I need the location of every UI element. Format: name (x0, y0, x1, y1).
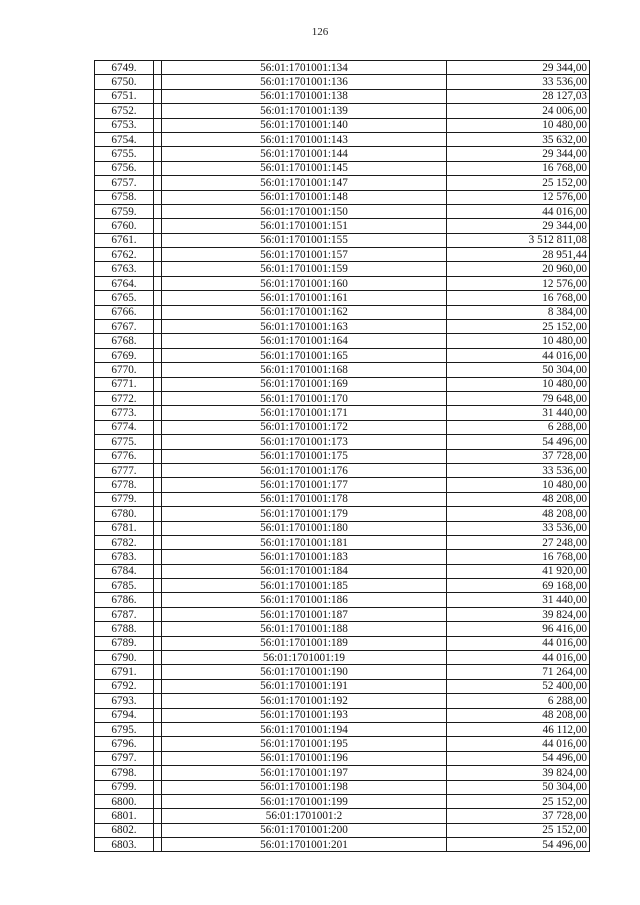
spacer-cell (154, 89, 162, 103)
cadastral-value-cell: 29 344,00 (447, 147, 590, 161)
table-row (95, 132, 590, 146)
row-number-cell: 6759. (95, 204, 154, 218)
row-number-cell: 6774. (95, 420, 154, 434)
row-number-cell: 6786. (95, 593, 154, 607)
row-number-cell: 6793. (95, 694, 154, 708)
spacer-cell (154, 233, 162, 247)
row-number-cell: 6800. (95, 794, 154, 808)
table-row (95, 320, 590, 334)
table-row (95, 838, 590, 852)
cadastral-number-cell: 56:01:1701001:175 (162, 449, 447, 463)
cadastral-number-cell: 56:01:1701001:159 (162, 262, 447, 276)
spacer-cell (154, 751, 162, 765)
cadastral-value-cell: 28 127,03 (447, 89, 590, 103)
spacer-cell (154, 478, 162, 492)
row-number-cell: 6754. (95, 132, 154, 146)
row-number-cell: 6768. (95, 334, 154, 348)
cadastral-value-cell: 96 416,00 (447, 622, 590, 636)
row-number-cell: 6792. (95, 679, 154, 693)
cadastral-value-table (94, 60, 590, 852)
cadastral-value-cell: 12 576,00 (447, 276, 590, 290)
row-number-cell: 6750. (95, 75, 154, 89)
row-number-cell: 6751. (95, 89, 154, 103)
row-number-cell: 6789. (95, 636, 154, 650)
table-row (95, 75, 590, 89)
table-row (95, 118, 590, 132)
cadastral-number-cell: 56:01:1701001:187 (162, 607, 447, 621)
cadastral-value-cell: 16 768,00 (447, 161, 590, 175)
cadastral-number-cell: 56:01:1701001:195 (162, 737, 447, 751)
spacer-cell (154, 651, 162, 665)
cadastral-number-cell: 56:01:1701001:164 (162, 334, 447, 348)
row-number-cell: 6763. (95, 262, 154, 276)
cadastral-number-cell: 56:01:1701001:155 (162, 233, 447, 247)
table-row (95, 478, 590, 492)
row-number-cell: 6752. (95, 104, 154, 118)
cadastral-value-cell: 29 344,00 (447, 219, 590, 233)
cadastral-value-cell: 37 728,00 (447, 449, 590, 463)
cadastral-number-cell: 56:01:1701001:180 (162, 521, 447, 535)
row-number-cell: 6761. (95, 233, 154, 247)
cadastral-value-cell: 20 960,00 (447, 262, 590, 276)
cadastral-number-cell: 56:01:1701001:165 (162, 348, 447, 362)
spacer-cell (154, 363, 162, 377)
table-row (95, 420, 590, 434)
table-body (95, 61, 590, 852)
table-row (95, 535, 590, 549)
spacer-cell (154, 607, 162, 621)
spacer-cell (154, 622, 162, 636)
spacer-cell (154, 377, 162, 391)
spacer-cell (154, 334, 162, 348)
cadastral-number-cell: 56:01:1701001:189 (162, 636, 447, 650)
table-row (95, 607, 590, 621)
cadastral-value-cell: 46 112,00 (447, 722, 590, 736)
cadastral-value-cell: 44 016,00 (447, 636, 590, 650)
row-number-cell: 6782. (95, 535, 154, 549)
cadastral-value-cell: 25 152,00 (447, 823, 590, 837)
cadastral-value-cell: 31 440,00 (447, 406, 590, 420)
spacer-cell (154, 420, 162, 434)
table-row (95, 334, 590, 348)
cadastral-number-cell: 56:01:1701001:198 (162, 780, 447, 794)
table-row (95, 262, 590, 276)
table-row (95, 737, 590, 751)
cadastral-number-cell: 56:01:1701001:183 (162, 550, 447, 564)
cadastral-number-cell: 56:01:1701001:186 (162, 593, 447, 607)
row-number-cell: 6757. (95, 176, 154, 190)
cadastral-value-cell: 41 920,00 (447, 564, 590, 578)
cadastral-number-cell: 56:01:1701001:169 (162, 377, 447, 391)
spacer-cell (154, 132, 162, 146)
row-number-cell: 6772. (95, 391, 154, 405)
spacer-cell (154, 262, 162, 276)
cadastral-value-cell: 50 304,00 (447, 780, 590, 794)
cadastral-value-cell: 48 208,00 (447, 492, 590, 506)
table-row (95, 204, 590, 218)
cadastral-number-cell: 56:01:1701001:201 (162, 838, 447, 852)
cadastral-number-cell: 56:01:1701001:200 (162, 823, 447, 837)
cadastral-number-cell: 56:01:1701001:151 (162, 219, 447, 233)
row-number-cell: 6776. (95, 449, 154, 463)
table-row (95, 176, 590, 190)
cadastral-number-cell: 56:01:1701001:168 (162, 363, 447, 377)
spacer-cell (154, 507, 162, 521)
row-number-cell: 6799. (95, 780, 154, 794)
row-number-cell: 6762. (95, 248, 154, 262)
spacer-cell (154, 406, 162, 420)
spacer-cell (154, 838, 162, 852)
cadastral-value-cell: 6 288,00 (447, 420, 590, 434)
row-number-cell: 6798. (95, 766, 154, 780)
cadastral-value-cell: 29 344,00 (447, 61, 590, 75)
cadastral-value-cell: 54 496,00 (447, 435, 590, 449)
spacer-cell (154, 722, 162, 736)
spacer-cell (154, 176, 162, 190)
cadastral-number-cell: 56:01:1701001:134 (162, 61, 447, 75)
cadastral-value-cell: 25 152,00 (447, 176, 590, 190)
row-number-cell: 6775. (95, 435, 154, 449)
cadastral-number-cell: 56:01:1701001:177 (162, 478, 447, 492)
cadastral-value-cell: 44 016,00 (447, 204, 590, 218)
spacer-cell (154, 780, 162, 794)
cadastral-number-cell: 56:01:1701001:148 (162, 190, 447, 204)
cadastral-value-cell: 10 480,00 (447, 118, 590, 132)
table-row (95, 694, 590, 708)
table-row (95, 435, 590, 449)
table-row (95, 248, 590, 262)
cadastral-number-cell: 56:01:1701001:179 (162, 507, 447, 521)
row-number-cell: 6770. (95, 363, 154, 377)
cadastral-value-cell: 54 496,00 (447, 838, 590, 852)
spacer-cell (154, 147, 162, 161)
table-row (95, 463, 590, 477)
cadastral-value-cell: 16 768,00 (447, 291, 590, 305)
table-row (95, 61, 590, 75)
row-number-cell: 6795. (95, 722, 154, 736)
table-row (95, 780, 590, 794)
spacer-cell (154, 204, 162, 218)
cadastral-value-cell: 37 728,00 (447, 809, 590, 823)
spacer-cell (154, 161, 162, 175)
spacer-cell (154, 61, 162, 75)
row-number-cell: 6787. (95, 607, 154, 621)
table-row (95, 550, 590, 564)
cadastral-value-cell: 44 016,00 (447, 348, 590, 362)
spacer-cell (154, 248, 162, 262)
row-number-cell: 6771. (95, 377, 154, 391)
cadastral-number-cell: 56:01:1701001:190 (162, 665, 447, 679)
table-row (95, 766, 590, 780)
cadastral-value-cell: 10 480,00 (447, 334, 590, 348)
cadastral-value-cell: 79 648,00 (447, 391, 590, 405)
row-number-cell: 6785. (95, 579, 154, 593)
table-row (95, 492, 590, 506)
cadastral-number-cell: 56:01:1701001:147 (162, 176, 447, 190)
cadastral-number-cell: 56:01:1701001:139 (162, 104, 447, 118)
row-number-cell: 6802. (95, 823, 154, 837)
cadastral-number-cell: 56:01:1701001:172 (162, 420, 447, 434)
table-row (95, 823, 590, 837)
row-number-cell: 6749. (95, 61, 154, 75)
spacer-cell (154, 521, 162, 535)
spacer-cell (154, 579, 162, 593)
spacer-cell (154, 348, 162, 362)
row-number-cell: 6790. (95, 651, 154, 665)
row-number-cell: 6791. (95, 665, 154, 679)
row-number-cell: 6796. (95, 737, 154, 751)
row-number-cell: 6765. (95, 291, 154, 305)
spacer-cell (154, 564, 162, 578)
table-row (95, 794, 590, 808)
cadastral-number-cell: 56:01:1701001:181 (162, 535, 447, 549)
table-row (95, 377, 590, 391)
cadastral-value-cell: 48 208,00 (447, 507, 590, 521)
table-row (95, 89, 590, 103)
spacer-cell (154, 766, 162, 780)
table-row (95, 579, 590, 593)
cadastral-number-cell: 56:01:1701001:199 (162, 794, 447, 808)
spacer-cell (154, 320, 162, 334)
cadastral-number-cell: 56:01:1701001:143 (162, 132, 447, 146)
cadastral-value-cell: 25 152,00 (447, 320, 590, 334)
table-row (95, 751, 590, 765)
cadastral-number-cell: 56:01:1701001:192 (162, 694, 447, 708)
table-row (95, 161, 590, 175)
cadastral-number-cell: 56:01:1701001:144 (162, 147, 447, 161)
spacer-cell (154, 449, 162, 463)
cadastral-number-cell: 56:01:1701001:163 (162, 320, 447, 334)
table-row (95, 564, 590, 578)
spacer-cell (154, 665, 162, 679)
row-number-cell: 6777. (95, 463, 154, 477)
table-row (95, 219, 590, 233)
cadastral-value-cell: 6 288,00 (447, 694, 590, 708)
row-number-cell: 6803. (95, 838, 154, 852)
spacer-cell (154, 291, 162, 305)
cadastral-value-cell: 27 248,00 (447, 535, 590, 549)
cadastral-value-cell: 69 168,00 (447, 579, 590, 593)
cadastral-number-cell: 56:01:1701001:197 (162, 766, 447, 780)
table-row (95, 305, 590, 319)
row-number-cell: 6797. (95, 751, 154, 765)
row-number-cell: 6767. (95, 320, 154, 334)
row-number-cell: 6766. (95, 305, 154, 319)
spacer-cell (154, 809, 162, 823)
table-row (95, 622, 590, 636)
cadastral-value-cell: 33 536,00 (447, 521, 590, 535)
table-row (95, 708, 590, 722)
cadastral-value-cell: 39 824,00 (447, 766, 590, 780)
table-row (95, 391, 590, 405)
row-number-cell: 6773. (95, 406, 154, 420)
cadastral-value-cell: 3 512 811,08 (447, 233, 590, 247)
table-row (95, 190, 590, 204)
spacer-cell (154, 276, 162, 290)
spacer-cell (154, 708, 162, 722)
cadastral-value-cell: 31 440,00 (447, 593, 590, 607)
cadastral-value-cell: 24 006,00 (447, 104, 590, 118)
cadastral-number-cell: 56:01:1701001:170 (162, 391, 447, 405)
table-row (95, 291, 590, 305)
spacer-cell (154, 104, 162, 118)
cadastral-value-cell: 8 384,00 (447, 305, 590, 319)
cadastral-value-cell: 71 264,00 (447, 665, 590, 679)
table-row (95, 809, 590, 823)
cadastral-value-cell: 12 576,00 (447, 190, 590, 204)
spacer-cell (154, 737, 162, 751)
cadastral-number-cell: 56:01:1701001:19 (162, 651, 447, 665)
cadastral-number-cell: 56:01:1701001:188 (162, 622, 447, 636)
cadastral-value-cell: 50 304,00 (447, 363, 590, 377)
spacer-cell (154, 535, 162, 549)
table-row (95, 507, 590, 521)
cadastral-number-cell: 56:01:1701001:171 (162, 406, 447, 420)
row-number-cell: 6781. (95, 521, 154, 535)
cadastral-number-cell: 56:01:1701001:157 (162, 248, 447, 262)
table-row (95, 679, 590, 693)
cadastral-number-cell: 56:01:1701001:140 (162, 118, 447, 132)
cadastral-value-cell: 25 152,00 (447, 794, 590, 808)
spacer-cell (154, 593, 162, 607)
table-row (95, 521, 590, 535)
table-row (95, 104, 590, 118)
cadastral-value-cell: 33 536,00 (447, 463, 590, 477)
spacer-cell (154, 823, 162, 837)
cadastral-number-cell: 56:01:1701001:184 (162, 564, 447, 578)
cadastral-value-cell: 44 016,00 (447, 651, 590, 665)
spacer-cell (154, 219, 162, 233)
row-number-cell: 6755. (95, 147, 154, 161)
cadastral-value-cell: 44 016,00 (447, 737, 590, 751)
cadastral-value-cell: 33 536,00 (447, 75, 590, 89)
cadastral-number-cell: 56:01:1701001:161 (162, 291, 447, 305)
row-number-cell: 6783. (95, 550, 154, 564)
row-number-cell: 6801. (95, 809, 154, 823)
cadastral-number-cell: 56:01:1701001:136 (162, 75, 447, 89)
row-number-cell: 6760. (95, 219, 154, 233)
cadastral-number-cell: 56:01:1701001:2 (162, 809, 447, 823)
cadastral-number-cell: 56:01:1701001:178 (162, 492, 447, 506)
spacer-cell (154, 391, 162, 405)
cadastral-number-cell: 56:01:1701001:193 (162, 708, 447, 722)
cadastral-value-cell: 35 632,00 (447, 132, 590, 146)
page-number: 126 (311, 26, 329, 38)
row-number-cell: 6778. (95, 478, 154, 492)
cadastral-number-cell: 56:01:1701001:185 (162, 579, 447, 593)
row-number-cell: 6764. (95, 276, 154, 290)
spacer-cell (154, 550, 162, 564)
cadastral-number-cell: 56:01:1701001:194 (162, 722, 447, 736)
row-number-cell: 6784. (95, 564, 154, 578)
cadastral-number-cell: 56:01:1701001:160 (162, 276, 447, 290)
row-number-cell: 6788. (95, 622, 154, 636)
table-row (95, 593, 590, 607)
spacer-cell (154, 305, 162, 319)
row-number-cell: 6780. (95, 507, 154, 521)
cadastral-value-cell: 10 480,00 (447, 377, 590, 391)
cadastral-number-cell: 56:01:1701001:173 (162, 435, 447, 449)
row-number-cell: 6779. (95, 492, 154, 506)
spacer-cell (154, 190, 162, 204)
row-number-cell: 6756. (95, 161, 154, 175)
cadastral-value-cell: 54 496,00 (447, 751, 590, 765)
cadastral-number-cell: 56:01:1701001:191 (162, 679, 447, 693)
cadastral-value-cell: 28 951,44 (447, 248, 590, 262)
cadastral-value-cell: 39 824,00 (447, 607, 590, 621)
cadastral-number-cell: 56:01:1701001:196 (162, 751, 447, 765)
table-row (95, 449, 590, 463)
spacer-cell (154, 694, 162, 708)
table-row (95, 233, 590, 247)
cadastral-value-cell: 10 480,00 (447, 478, 590, 492)
cadastral-number-cell: 56:01:1701001:138 (162, 89, 447, 103)
spacer-cell (154, 636, 162, 650)
cadastral-value-cell: 48 208,00 (447, 708, 590, 722)
table-row (95, 722, 590, 736)
spacer-cell (154, 794, 162, 808)
spacer-cell (154, 118, 162, 132)
cadastral-number-cell: 56:01:1701001:150 (162, 204, 447, 218)
cadastral-number-cell: 56:01:1701001:145 (162, 161, 447, 175)
spacer-cell (154, 492, 162, 506)
table-row (95, 651, 590, 665)
table-row (95, 147, 590, 161)
spacer-cell (154, 679, 162, 693)
row-number-cell: 6753. (95, 118, 154, 132)
row-number-cell: 6758. (95, 190, 154, 204)
table-row (95, 348, 590, 362)
table-row (95, 636, 590, 650)
cadastral-value-cell: 16 768,00 (447, 550, 590, 564)
table-row (95, 406, 590, 420)
row-number-cell: 6794. (95, 708, 154, 722)
spacer-cell (154, 75, 162, 89)
spacer-cell (154, 435, 162, 449)
table-row (95, 665, 590, 679)
spacer-cell (154, 463, 162, 477)
cadastral-number-cell: 56:01:1701001:176 (162, 463, 447, 477)
cadastral-number-cell: 56:01:1701001:162 (162, 305, 447, 319)
row-number-cell: 6769. (95, 348, 154, 362)
table-row (95, 276, 590, 290)
table-row (95, 363, 590, 377)
cadastral-value-cell: 52 400,00 (447, 679, 590, 693)
